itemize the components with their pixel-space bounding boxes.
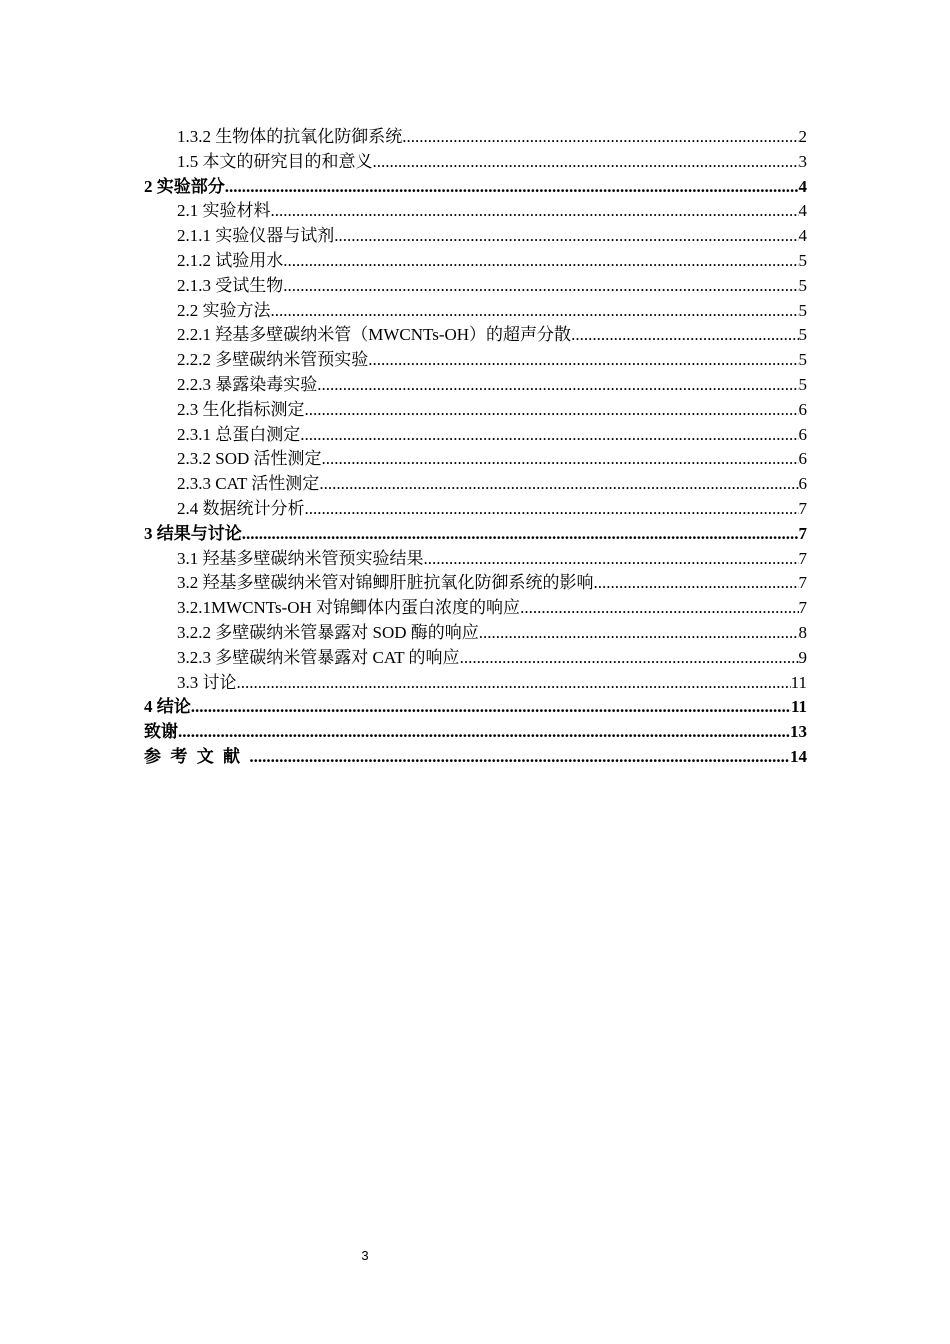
- toc-entry-title: 2.1.2 试验用水: [177, 250, 284, 270]
- toc-entry-page: 7: [798, 573, 807, 593]
- toc-leader-dots: [479, 621, 799, 646]
- toc-leader-dots: [594, 571, 799, 596]
- toc-leader-dots: [271, 199, 799, 224]
- toc-leader-dots: [283, 249, 798, 274]
- toc-leader-dots: [319, 472, 798, 497]
- toc-leader-dots: [242, 522, 799, 547]
- toc-leader-dots: [368, 348, 798, 373]
- toc-leader-dots: [300, 423, 798, 448]
- toc-leader-dots: [249, 745, 790, 770]
- toc-entry-title: 3.2 羟基多壁碳纳米管对锦鲫肝脏抗氧化防御系统的影响: [177, 573, 594, 593]
- toc-leader-dots: [283, 274, 798, 299]
- toc-entry-page: 7: [798, 548, 807, 568]
- toc-leader-dots: [402, 125, 798, 150]
- toc-entry[interactable]: [144, 323, 807, 348]
- toc-entry-page: 6: [798, 474, 807, 494]
- toc-entry-title: 2.1.3 受试生物: [177, 275, 284, 295]
- table-of-contents: [144, 125, 807, 770]
- toc-entry-title: 2 实验部分: [144, 176, 225, 196]
- toc-entry[interactable]: [144, 249, 807, 274]
- toc-entry-page: 14: [790, 746, 807, 766]
- toc-entry[interactable]: [144, 447, 807, 472]
- toc-entry[interactable]: [144, 150, 807, 175]
- toc-entry[interactable]: [144, 348, 807, 373]
- toc-entry[interactable]: [144, 199, 807, 224]
- toc-entry-page: 7: [798, 598, 807, 618]
- toc-leader-dots: [225, 175, 799, 200]
- toc-chapter-entry[interactable]: [144, 720, 807, 745]
- toc-entry[interactable]: [144, 299, 807, 324]
- toc-entry[interactable]: [144, 274, 807, 299]
- toc-entry-page: 4: [798, 201, 807, 221]
- toc-entry[interactable]: [144, 472, 807, 497]
- toc-entry-page: 9: [798, 647, 807, 667]
- toc-leader-dots: [237, 671, 791, 696]
- toc-leader-dots: [322, 447, 799, 472]
- toc-entry-page: 8: [798, 622, 807, 642]
- toc-leader-dots: [571, 323, 798, 348]
- toc-entry-title: 2.1 实验材料: [177, 201, 271, 221]
- toc-entry-page: 5: [798, 250, 807, 270]
- toc-entry-page: 13: [790, 722, 807, 742]
- toc-entry-page: 2: [798, 127, 807, 146]
- toc-entry-title: 1.5 本文的研究目的和意义: [177, 151, 373, 171]
- page-number: 3: [361, 1248, 369, 1263]
- toc-entry-title: 2.1.1 实验仪器与试剂: [177, 226, 335, 246]
- toc-entry-title: 4 结论: [144, 697, 191, 717]
- toc-chapter-entry[interactable]: [144, 745, 807, 770]
- toc-entry-title: 2.2 实验方法: [177, 300, 271, 320]
- toc-entry-title: 参考文献: [144, 746, 250, 766]
- toc-entry[interactable]: [144, 398, 807, 423]
- toc-entry-page: 4: [798, 226, 807, 246]
- toc-entry-title: 3.1 羟基多壁碳纳米管预实验结果: [177, 548, 424, 568]
- toc-entry-page: 11: [790, 672, 807, 692]
- toc-entry-page: 3: [798, 151, 807, 171]
- toc-entry[interactable]: [144, 373, 807, 398]
- toc-entry-title: 3 结果与讨论: [144, 523, 242, 543]
- toc-entry-page: 5: [798, 325, 807, 345]
- toc-entry-title: 2.3.1 总蛋白测定: [177, 424, 301, 444]
- toc-entry[interactable]: [144, 497, 807, 522]
- toc-entry-page: 7: [798, 523, 807, 543]
- toc-leader-dots: [271, 299, 799, 324]
- toc-entry-title: 2.3.2 SOD 活性测定: [177, 449, 322, 469]
- toc-entry-page: 5: [798, 350, 807, 370]
- toc-entry-page: 6: [798, 449, 807, 469]
- toc-leader-dots: [460, 646, 799, 671]
- toc-entry-title: 3.3 讨论: [177, 672, 237, 692]
- toc-entry-page: 5: [798, 275, 807, 295]
- toc-entry-title: 1.3.2 生物体的抗氧化防御系统: [177, 127, 403, 146]
- toc-entry[interactable]: [144, 571, 807, 596]
- toc-leader-dots: [305, 497, 799, 522]
- toc-leader-dots: [305, 398, 799, 423]
- toc-entry-page: 11: [790, 697, 807, 717]
- toc-entry-title: 2.4 数据统计分析: [177, 498, 305, 518]
- toc-entry-title: 2.2.2 多壁碳纳米管预实验: [177, 350, 369, 370]
- toc-entry-title: 2.3 生化指标测定: [177, 399, 305, 419]
- toc-leader-dots: [191, 695, 791, 720]
- toc-entry-title: 2.2.1 羟基多壁碳纳米管（MWCNTs-OH）的超声分散: [177, 325, 572, 345]
- toc-chapter-entry[interactable]: [144, 522, 807, 547]
- toc-leader-dots: [178, 720, 790, 745]
- toc-entry-page: 4: [798, 176, 807, 196]
- toc-leader-dots: [424, 547, 799, 572]
- toc-entry-page: 6: [798, 399, 807, 419]
- toc-entry-title: 3.2.1MWCNTs-OH 对锦鲫体内蛋白浓度的响应: [177, 598, 521, 618]
- toc-entry[interactable]: [144, 646, 807, 671]
- toc-entry-title: 3.2.2 多壁碳纳米管暴露对 SOD 酶的响应: [177, 622, 479, 642]
- toc-leader-dots: [317, 373, 798, 398]
- toc-entry-page: 6: [798, 424, 807, 444]
- toc-entry[interactable]: [144, 125, 807, 150]
- toc-entry-title: 2.3.3 CAT 活性测定: [177, 474, 320, 494]
- toc-entry[interactable]: [144, 547, 807, 572]
- toc-leader-dots: [334, 224, 798, 249]
- toc-entry-title: 3.2.3 多壁碳纳米管暴露对 CAT 的响应: [177, 647, 460, 667]
- toc-entry[interactable]: [144, 621, 807, 646]
- toc-leader-dots: [520, 596, 798, 621]
- toc-chapter-entry[interactable]: [144, 175, 807, 200]
- toc-leader-dots: [373, 150, 799, 175]
- toc-entry-page: 5: [798, 300, 807, 320]
- toc-entry[interactable]: [144, 596, 807, 621]
- toc-entry-page: 5: [798, 374, 807, 394]
- toc-entry-title: 致谢: [144, 722, 178, 742]
- toc-entry[interactable]: [144, 224, 807, 249]
- toc-entry[interactable]: [144, 423, 807, 448]
- toc-chapter-entry[interactable]: [144, 695, 807, 720]
- toc-entry-page: 7: [798, 498, 807, 518]
- toc-entry[interactable]: [144, 671, 807, 696]
- toc-entry-title: 2.2.3 暴露染毒实验: [177, 374, 318, 394]
